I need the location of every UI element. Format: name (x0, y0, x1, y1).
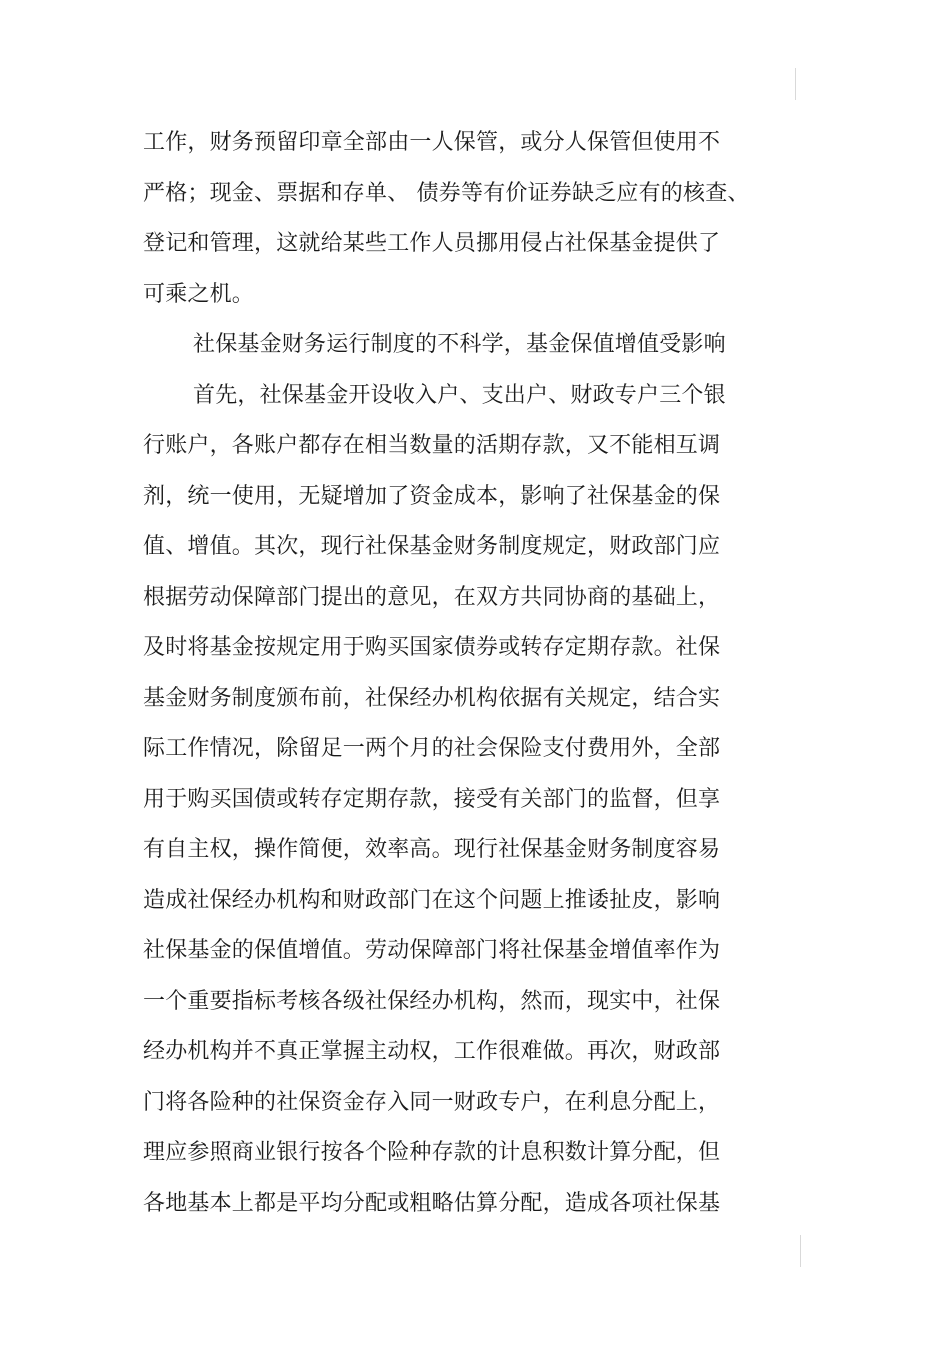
text-line: 有自主权，操作简便，效率高。现行社保基金财务制度容易 (143, 837, 721, 862)
text-line: 各地基本上都是平均分配或粗略估算分配，造成各项社保基 (143, 1190, 721, 1216)
paragraph-start: 首先，社保基金开设收入户、支出户、财政专户三个银 (193, 382, 726, 408)
text-line: 际工作情况，除留足一两个月的社会保险支付费用外，全部 (143, 736, 721, 761)
text-line: 社保基金的保值增值。劳动保障部门将社保基金增值率作为 (143, 938, 721, 963)
text-line: 理应参照商业银行按各个险种存款的计息积数计算分配，但 (143, 1140, 721, 1165)
margin-mark-top (795, 68, 796, 100)
text-line: 剂，统一使用，无疑增加了资金成本，影响了社保基金的保 (143, 483, 721, 509)
margin-mark-bottom (800, 1235, 801, 1267)
text-line: 行账户，各账户都存在相当数量的活期存款，又不能相互调 (143, 433, 721, 458)
text-line: 工作，财务预留印章全部由一人保管，或分人保管但使用不 (143, 130, 721, 155)
text-line: 一个重要指标考核各级社保经办机构，然而，现实中，社保 (143, 988, 721, 1014)
text-line: 登记和管理，这就给某些工作人员挪用侵占社保基金提供了 (143, 231, 721, 256)
text-line: 根据劳动保障部门提出的意见，在双方共同协商的基础上， (143, 584, 721, 610)
text-line: 基金财务制度颁布前，社保经办机构依据有关规定，结合实 (143, 685, 721, 711)
text-line: 严格；现金、票据和存单、 债券等有价证券缺乏应有的核查、 (143, 180, 750, 206)
body-text (143, 118, 783, 1229)
text-line: 造成社保经办机构和财政部门在这个问题上推诿扯皮，影响 (143, 887, 721, 913)
text-line: 值、增值。其次，现行社保基金财务制度规定，财政部门应 (143, 534, 721, 559)
text-line: 经办机构并不真正掌握主动权，工作很难做。再次，财政部 (143, 1039, 721, 1064)
text-line: 及时将基金按规定用于购买国家债券或转存定期存款。社保 (143, 635, 721, 660)
text-line: 可乘之机。 (143, 281, 255, 307)
section-heading: 社保基金财务运行制度的不科学，基金保值增值受影响 (193, 332, 726, 357)
text-line: 用于购买国债或转存定期存款，接受有关部门的监督，但享 (143, 786, 721, 812)
text-line: 门将各险种的社保资金存入同一财政专户，在利息分配上， (143, 1089, 721, 1115)
